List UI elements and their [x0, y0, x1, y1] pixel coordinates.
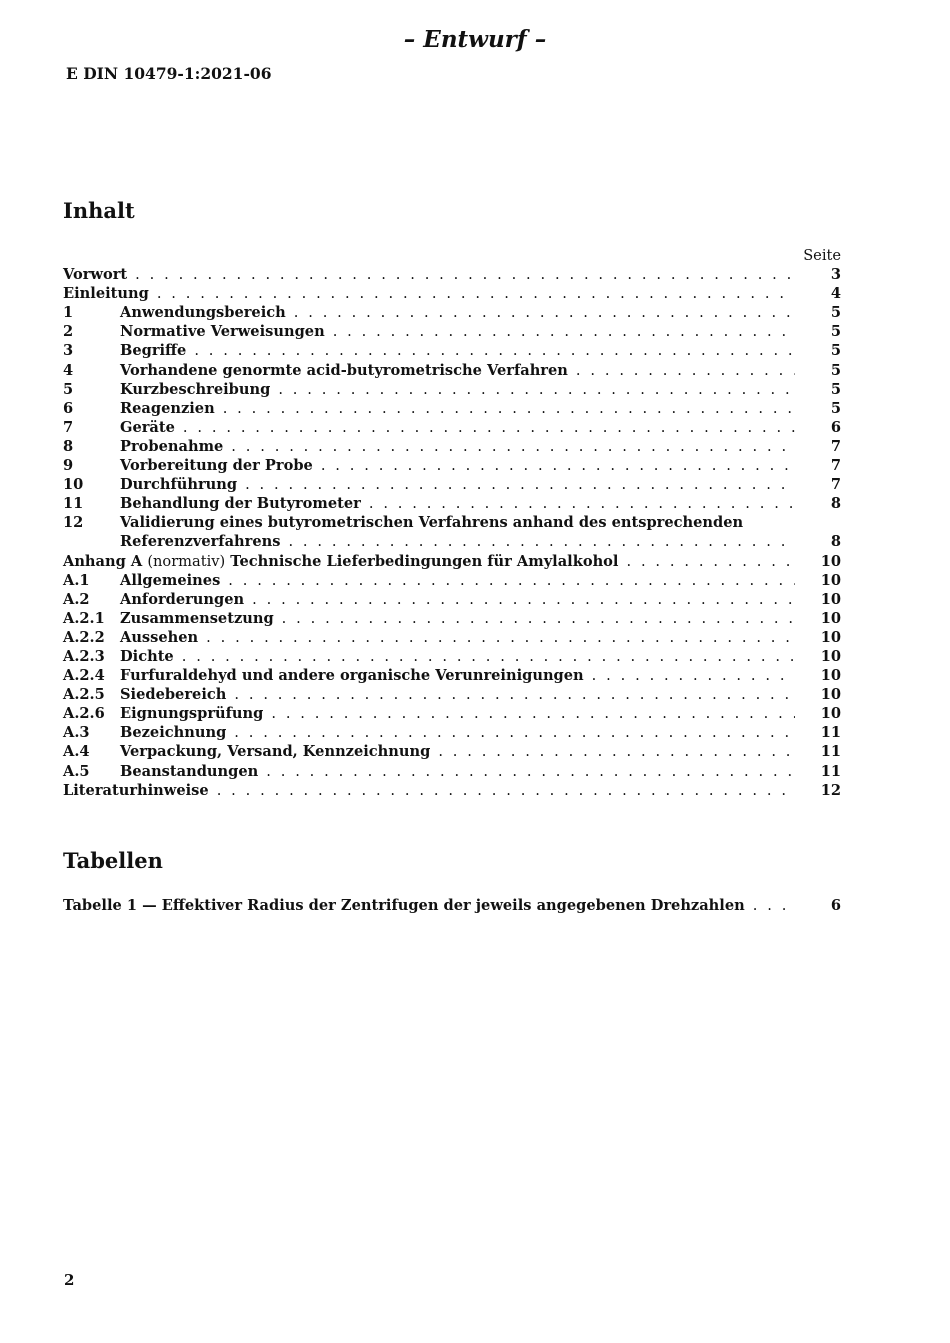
toc-page: 5 — [830, 399, 841, 417]
toc-title: Begriffe — [120, 342, 187, 360]
table-entry-page: 6 — [830, 897, 841, 914]
toc-title: Kurzbeschreibung — [120, 380, 271, 398]
document-id: E DIN 10479-1:2021-06 — [66, 64, 272, 83]
toc-page: 11 — [820, 762, 841, 780]
leader-dots — [626, 552, 795, 571]
leader-dots — [231, 437, 795, 456]
toc-title: Einleitung — [63, 285, 149, 303]
toc-page: 10 — [820, 647, 841, 665]
toc-entry-5[interactable] — [63, 380, 841, 399]
table-entry-1[interactable] — [63, 896, 841, 915]
toc-page: 4 — [830, 285, 841, 303]
toc-number: A.1 — [63, 571, 90, 589]
toc-entry-2[interactable] — [63, 322, 841, 341]
leader-dots — [321, 456, 795, 475]
leader-dots — [333, 322, 795, 341]
toc-page: 3 — [830, 266, 841, 284]
toc-title: Literaturhinweise — [63, 781, 209, 799]
toc-number: A.3 — [63, 724, 90, 742]
toc-title: Beanstandungen — [120, 762, 259, 780]
leader-dots — [135, 265, 795, 284]
leader-dots — [266, 762, 795, 781]
contents-heading: Inhalt — [63, 198, 135, 223]
toc-number: 3 — [63, 342, 74, 360]
toc-number: A.2.2 — [63, 628, 105, 646]
toc-number: 4 — [63, 361, 74, 379]
toc-title: Normative Verweisungen — [120, 323, 325, 341]
toc-number: 7 — [63, 418, 74, 436]
toc-page: 7 — [830, 457, 841, 475]
toc-number: 8 — [63, 437, 74, 455]
toc-title: Siedebereich — [120, 686, 227, 704]
toc-page: 6 — [830, 418, 841, 436]
leader-dots — [194, 341, 795, 360]
toc-entry-a26[interactable] — [63, 704, 841, 723]
toc-title: Allgemeines — [120, 571, 221, 589]
page-number: 2 — [64, 1271, 75, 1289]
toc-page: 10 — [820, 552, 841, 570]
annex-prefix: Anhang A — [63, 552, 143, 570]
toc-title-continued: Referenzverfahrens — [120, 533, 281, 551]
toc-title: Reagenzien — [120, 399, 215, 417]
toc-page: 8 — [830, 533, 841, 551]
toc-page: 11 — [820, 743, 841, 761]
toc-entry-4[interactable] — [63, 361, 841, 380]
toc-entry-8[interactable] — [63, 437, 841, 456]
leader-dots — [182, 647, 795, 666]
annex-title: Technische Lieferbedingungen für Amylalkohol — [230, 552, 619, 570]
toc-entry-1[interactable] — [63, 303, 841, 322]
toc-entry-12-continued[interactable] — [63, 532, 841, 551]
leader-dots — [252, 590, 795, 609]
toc-title: Validierung eines butyrometrischen Verfahrens anhand des entsprechenden — [120, 514, 744, 532]
toc-number: 5 — [63, 380, 74, 398]
toc-page: 7 — [830, 476, 841, 494]
toc-entry-annex-a[interactable] — [63, 552, 841, 571]
leader-dots — [157, 284, 795, 303]
toc-entry-11[interactable] — [63, 494, 841, 513]
toc-number: A.2 — [63, 590, 90, 608]
table-entry-title: Tabelle 1 — Effektiver Radius der Zentrifugen der jeweils angegebenen Drehzahlen — [63, 897, 745, 914]
toc-number: 1 — [63, 304, 74, 322]
toc-title: Vorwort — [63, 266, 128, 284]
leader-dots — [294, 303, 795, 322]
leader-dots — [278, 380, 795, 399]
leader-dots — [288, 532, 795, 551]
toc-title: Vorhandene genormte acid-butyrometrische Verfahren — [120, 361, 568, 379]
toc-entry-12[interactable] — [63, 513, 841, 532]
toc-page: 5 — [830, 361, 841, 379]
leader-dots — [234, 723, 795, 742]
toc-page: 10 — [820, 705, 841, 723]
list-of-tables — [63, 896, 841, 915]
toc-page: 5 — [830, 342, 841, 360]
table-of-contents — [63, 246, 841, 800]
toc-page: 5 — [830, 380, 841, 398]
toc-title: Durchführung — [120, 476, 238, 494]
toc-page: 5 — [830, 323, 841, 341]
toc-page: 10 — [820, 667, 841, 685]
page-column-label: Seite — [803, 247, 841, 264]
toc-entry-3[interactable] — [63, 341, 841, 360]
toc-title: Verpackung, Versand, Kennzeichnung — [120, 743, 431, 761]
leader-dots — [438, 742, 795, 761]
toc-page: 11 — [820, 724, 841, 742]
toc-page: 5 — [830, 304, 841, 322]
toc-entry-a21[interactable] — [63, 609, 841, 628]
toc-number: 11 — [63, 495, 84, 513]
toc-entry-a25[interactable] — [63, 685, 841, 704]
toc-number: A.5 — [63, 762, 90, 780]
leader-dots — [369, 494, 795, 513]
toc-entry-a23[interactable] — [63, 647, 841, 666]
toc-title: Bezeichnung — [120, 724, 227, 742]
toc-page: 12 — [820, 781, 841, 799]
toc-entry-9[interactable] — [63, 456, 841, 475]
draft-label: – Entwurf – — [403, 26, 547, 53]
toc-entry-einleitung[interactable] — [63, 284, 841, 303]
toc-page: 10 — [820, 609, 841, 627]
toc-number: 12 — [63, 514, 84, 532]
leader-dots — [234, 685, 795, 704]
leader-dots — [576, 361, 795, 380]
toc-number: 9 — [63, 457, 74, 475]
leader-dots — [245, 475, 795, 494]
toc-entry-6[interactable] — [63, 399, 841, 418]
toc-title: Dichte — [120, 647, 174, 665]
toc-number: A.4 — [63, 743, 90, 761]
leader-dots — [206, 628, 795, 647]
toc-number: A.2.3 — [63, 647, 105, 665]
leader-dots — [592, 666, 795, 685]
toc-title: Aussehen — [120, 628, 199, 646]
toc-title — [63, 552, 618, 571]
toc-page: 8 — [830, 495, 841, 513]
toc-title: Anwendungsbereich — [120, 304, 286, 322]
toc-page: 10 — [820, 571, 841, 589]
toc-entry-7[interactable] — [63, 418, 841, 437]
toc-entry-a2[interactable] — [63, 590, 841, 609]
leader-dots — [223, 399, 795, 418]
annex-type: (normativ) — [147, 552, 226, 570]
toc-entry-a24[interactable] — [63, 666, 841, 685]
leader-dots — [753, 896, 795, 915]
leader-dots — [228, 571, 795, 590]
toc-page: 7 — [830, 437, 841, 455]
toc-number: 6 — [63, 399, 74, 417]
toc-number: A.2.4 — [63, 667, 105, 685]
toc-number: A.2.6 — [63, 705, 105, 723]
toc-title: Geräte — [120, 418, 175, 436]
tables-heading: Tabellen — [63, 848, 163, 873]
toc-entry-a22[interactable] — [63, 628, 841, 647]
toc-title: Zusammensetzung — [120, 609, 274, 627]
toc-entry-vorwort[interactable] — [63, 265, 841, 284]
toc-entry-10[interactable] — [63, 475, 841, 494]
toc-title: Probenahme — [120, 437, 224, 455]
toc-title: Furfuraldehyd und andere organische Verunreinigungen — [120, 667, 584, 685]
toc-number: A.2.1 — [63, 609, 105, 627]
toc-entry-a5[interactable] — [63, 762, 841, 781]
toc-title: Behandlung der Butyrometer — [120, 495, 361, 513]
toc-number: 10 — [63, 476, 84, 494]
toc-title: Eignungsprüfung — [120, 705, 264, 723]
leader-dots — [217, 781, 795, 800]
toc-number: 2 — [63, 323, 74, 341]
leader-dots — [282, 609, 795, 628]
toc-title: Anforderungen — [120, 590, 245, 608]
leader-dots — [271, 704, 795, 723]
toc-page: 10 — [820, 686, 841, 704]
toc-page: 10 — [820, 590, 841, 608]
toc-entry-a4[interactable] — [63, 742, 841, 761]
toc-entry-a3[interactable] — [63, 723, 841, 742]
toc-number: A.2.5 — [63, 686, 105, 704]
toc-page: 10 — [820, 628, 841, 646]
toc-title: Vorbereitung der Probe — [120, 457, 313, 475]
leader-dots — [183, 418, 795, 437]
toc-entry-literaturhinweise[interactable] — [63, 781, 841, 800]
toc-entry-a1[interactable] — [63, 571, 841, 590]
